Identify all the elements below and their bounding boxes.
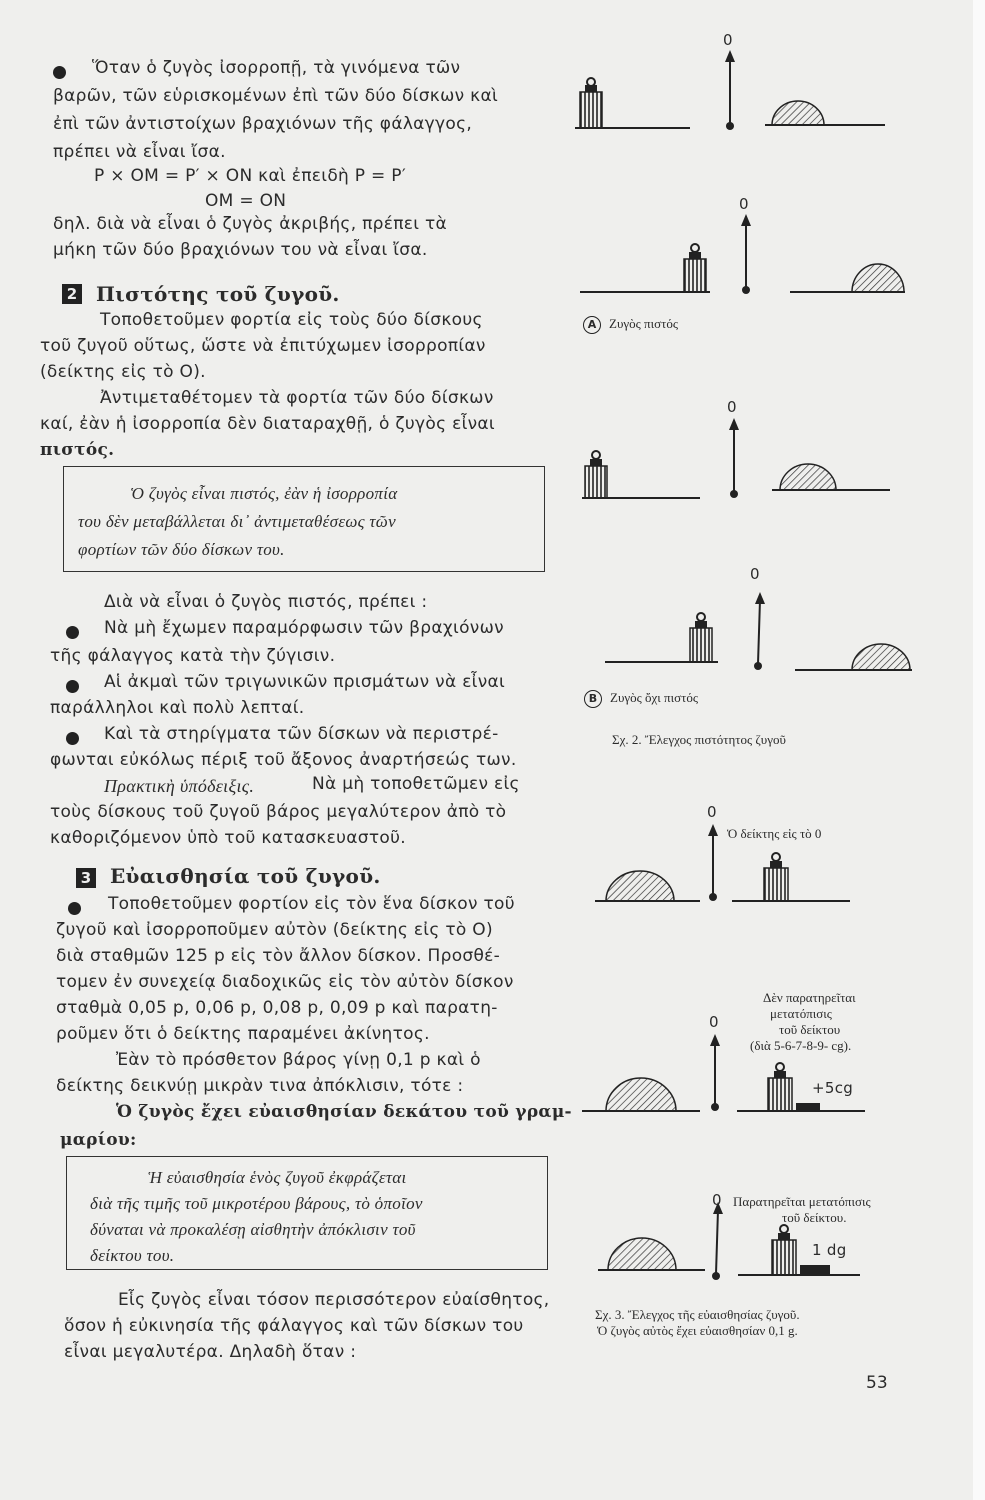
- paragraph-line: ὅσον ἡ εὐκινησία τῆς φάλαγγος καὶ τῶν δίσκων του: [64, 1316, 524, 1336]
- small-weight-icon: [800, 1265, 830, 1274]
- paragraph-line: Ἐὰν τὸ πρόσθετον βάρος γίνῃ 0,1 p καὶ ὁ: [116, 1050, 481, 1070]
- bullet-line: φωνται εὐκόλως πέριξ τοῦ ἄξονος ἀναρτήσεώς των.: [50, 750, 517, 770]
- pointer-needle: [716, 1210, 718, 1274]
- section-number: 3: [76, 868, 96, 888]
- balance-diagram: [580, 214, 905, 294]
- balance-diagram: [575, 50, 885, 130]
- paragraph-line: καθοριζόμενον ὑπὸ τοῦ κατασκευαστοῦ.: [50, 828, 406, 848]
- figure-note: Παρατηρεῖται μετατόπισις: [733, 1194, 871, 1209]
- bullet-line: Καὶ τὰ στηρίγματα τῶν δίσκων νὰ περιστρέ-: [104, 724, 499, 744]
- pivot-dot: [711, 1103, 719, 1111]
- practical-label: Πρακτικὴ ὑπόδειξις.: [104, 776, 255, 796]
- paragraph-line: Ἀντιμεταθέτομεν τὰ φορτία τῶν δύο δίσκων: [100, 388, 494, 408]
- load-dome-icon: [852, 264, 904, 292]
- arrow-up-icon: [755, 592, 765, 604]
- label-letter: A: [583, 316, 601, 334]
- pivot-dot: [712, 1272, 720, 1280]
- figure-note: μετατόπισις: [770, 1006, 832, 1021]
- figure-note: (διὰ 5-6-7-8-9- cg).: [750, 1038, 852, 1053]
- paragraph-line: διὰ σταθμῶν 125 p εἰς τὸν ἄλλον δίσκον. Προσθέ-: [56, 946, 501, 966]
- section-number: 2: [62, 284, 82, 304]
- paragraph-line: ροῦμεν ὅτι ὁ δείκτης παραμένει ἀκίνητος.: [56, 1024, 430, 1044]
- weight-label: +5cg: [812, 1079, 854, 1097]
- pivot-dot: [726, 122, 734, 130]
- arrow-up-icon: [708, 824, 718, 836]
- zero-mark: 0: [750, 565, 760, 583]
- pivot-dot: [754, 662, 762, 670]
- equation: OM = ON: [205, 191, 287, 211]
- paragraph-line: πρέπει νὰ εἶναι ἴσα.: [53, 142, 226, 162]
- paragraph-line: Νὰ μὴ τοποθετῶμεν εἰς: [312, 774, 520, 794]
- weight-icon: [690, 613, 712, 662]
- zero-mark: 0: [709, 1013, 719, 1031]
- balance-diagram: [605, 592, 912, 670]
- figure-caption: Ὁ ζυγὸς αὐτὸς ἔχει εὐαισθησίαν 0,1 g.: [597, 1323, 798, 1338]
- zero-mark: 0: [727, 398, 737, 416]
- definition-line: δείκτου του.: [90, 1246, 175, 1265]
- figure-note: Ὁ δείκτης εἰς τὸ 0: [727, 826, 822, 841]
- weight-icon: [772, 1225, 796, 1275]
- paragraph-line: σταθμὰ 0,05 p, 0,06 p, 0,08 p, 0,09 p καὶ παρατη-: [56, 998, 498, 1018]
- load-dome-icon: [608, 1238, 676, 1270]
- weight-icon: [764, 853, 788, 901]
- paragraph-line: δείκτης δεικνύῃ μικρὰν τινα ἀπόκλισιν, τότε :: [56, 1076, 464, 1096]
- paragraph-line: εἶναι μεγαλυτέρα. Δηλαδὴ ὅταν :: [64, 1342, 357, 1362]
- paragraph-line: ἐπὶ τῶν ἀντιστοίχων βραχιόνων τῆς φάλαγγος,: [53, 114, 473, 134]
- weight-icon: [580, 78, 602, 128]
- figure-label-text: Ζυγὸς ὄχι πιστός: [610, 690, 698, 705]
- paragraph-line: (δείκτης εἰς τὸ Ο).: [40, 362, 206, 382]
- load-dome-icon: [852, 644, 910, 670]
- paragraph-line: δηλ. διὰ νὰ εἶναι ὁ ζυγὸς ἀκριβής, πρέπει τὰ: [53, 214, 448, 234]
- definition-line: Ἡ εὐαισθησία ἑνὸς ζυγοῦ ἐκφράζεται: [148, 1168, 407, 1187]
- small-weight-icon: [796, 1103, 820, 1110]
- pivot-dot: [709, 893, 717, 901]
- paragraph-line: Εἷς ζυγὸς εἶναι τόσον περισσότερον εὐαίσθητος,: [118, 1290, 550, 1310]
- bold-term: πιστός.: [40, 440, 115, 460]
- figure-label: [584, 690, 698, 708]
- paragraph-line: Τοποθετοῦμεν φορτίον εἰς τὸν ἕνα δίσκον τοῦ: [108, 894, 515, 914]
- definition-line: του δὲν μεταβάλλεται δι᾽ ἀντιμεταθέσεως τῶν: [78, 512, 396, 531]
- weight-icon: [585, 451, 607, 498]
- definition-line: φορτίων τῶν δύο δίσκων του.: [78, 540, 285, 559]
- paragraph-line: Τοποθετοῦμεν φορτία εἰς τοὺς δύο δίσκους: [100, 310, 483, 330]
- label-letter: B: [584, 690, 602, 708]
- load-dome-icon: [606, 1078, 676, 1111]
- bold-statement: Ὁ ζυγὸς ἔχει εὐαισθησίαν δεκάτου τοῦ γραμ-: [116, 1102, 572, 1122]
- paragraph-line: τομεν ἐν συνεχείᾳ διαδοχικῶς εἰς τὸν αὐτὸν δίσκον: [56, 972, 514, 992]
- figure-note: τοῦ δείκτου.: [782, 1210, 847, 1225]
- paragraph-line: Διὰ νὰ εἶναι ὁ ζυγὸς πιστός, πρέπει :: [104, 592, 428, 612]
- paragraph-line: Ὅταν ὁ ζυγὸς ἰσορροπῇ, τὰ γινόμενα τῶν: [92, 58, 461, 78]
- zero-mark: 0: [739, 195, 749, 213]
- pointer-needle: [758, 600, 760, 664]
- pivot-dot: [742, 286, 750, 294]
- paragraph-line: μήκη τῶν δύο βραχιόνων του νὰ εἶναι ἴσα.: [53, 240, 428, 260]
- page-number: 53: [866, 1373, 888, 1393]
- paragraph-line: τοὺς δίσκους τοῦ ζυγοῦ βάρος μεγαλύτερον ἀπὸ τὸ: [50, 802, 507, 822]
- load-dome-icon: [772, 101, 824, 125]
- balance-diagram: [582, 418, 890, 498]
- figure-label-text: Ζυγὸς πιστός: [609, 316, 678, 331]
- zero-mark: 0: [712, 1191, 722, 1209]
- figure-label: [583, 316, 678, 334]
- definition-line: διὰ τῆς τιμῆς τοῦ μικροτέρου βάρους, τὸ ὁποῖον: [90, 1194, 423, 1213]
- paragraph-line: βαρῶν, τῶν εὑρισκομένων ἐπὶ τῶν δύο δίσκων καὶ: [53, 86, 499, 106]
- weight-icon: [768, 1063, 792, 1111]
- section-title: Πιστότης τοῦ ζυγοῦ.: [96, 282, 340, 306]
- weight-label: 1 dg: [812, 1241, 847, 1259]
- arrow-up-icon: [725, 50, 735, 62]
- definition-line: Ὁ ζυγὸς εἶναι πιστός, ἐὰν ἡ ἰσορροπία: [130, 484, 398, 503]
- equation: P × OM = P′ × ON καὶ ἐπειδὴ P = P′: [94, 166, 407, 186]
- bullet-line: παράλληλοι καὶ πολὺ λεπταί.: [50, 698, 305, 718]
- paragraph-line: ζυγοῦ καὶ ἰσορροποῦμεν αὐτὸν (δείκτης εἰς τὸ Ο): [56, 920, 493, 940]
- definition-line: δύναται νὰ προκαλέσῃ αἰσθητὴν ἀπόκλισιν τοῦ: [90, 1220, 416, 1239]
- bullet-line: Αἱ ἀκμαὶ τῶν τριγωνικῶν πρισμάτων νὰ εἶναι: [104, 672, 506, 692]
- weight-icon: [684, 244, 706, 292]
- pivot-dot: [730, 490, 738, 498]
- figure-caption: Σχ. 3. Ἔλεγχος τῆς εὐαισθησίας ζυγοῦ.: [595, 1307, 800, 1322]
- load-dome-icon: [780, 464, 836, 490]
- paragraph-line: καί, ἐὰν ἡ ἰσορροπία δὲν διαταραχθῇ, ὁ ζυγὸς εἶναι: [40, 414, 495, 434]
- bold-statement: μαρίου:: [60, 1130, 137, 1150]
- arrow-up-icon: [741, 214, 751, 226]
- figure-caption: Σχ. 2. Ἔλεγχος πιστότητος ζυγοῦ: [612, 732, 786, 747]
- bullet-line: τῆς φάλαγγος κατὰ τὴν ζύγισιν.: [50, 646, 336, 666]
- figure-note: Δὲν παρατηρεῖται: [763, 990, 856, 1005]
- figure-note: τοῦ δείκτου: [779, 1022, 841, 1037]
- section-title: Εὐαισθησία τοῦ ζυγοῦ.: [110, 864, 381, 888]
- load-dome-icon: [606, 871, 674, 901]
- paragraph-line: τοῦ ζυγοῦ οὕτως, ὥστε νὰ ἐπιτύχωμεν ἰσορροπίαν: [40, 336, 486, 356]
- zero-mark: 0: [707, 803, 717, 821]
- bullet-line: Νὰ μὴ ἔχωμεν παραμόρφωσιν τῶν βραχιόνων: [104, 618, 504, 638]
- arrow-up-icon: [729, 418, 739, 430]
- arrow-up-icon: [710, 1034, 720, 1046]
- zero-mark: 0: [723, 31, 733, 49]
